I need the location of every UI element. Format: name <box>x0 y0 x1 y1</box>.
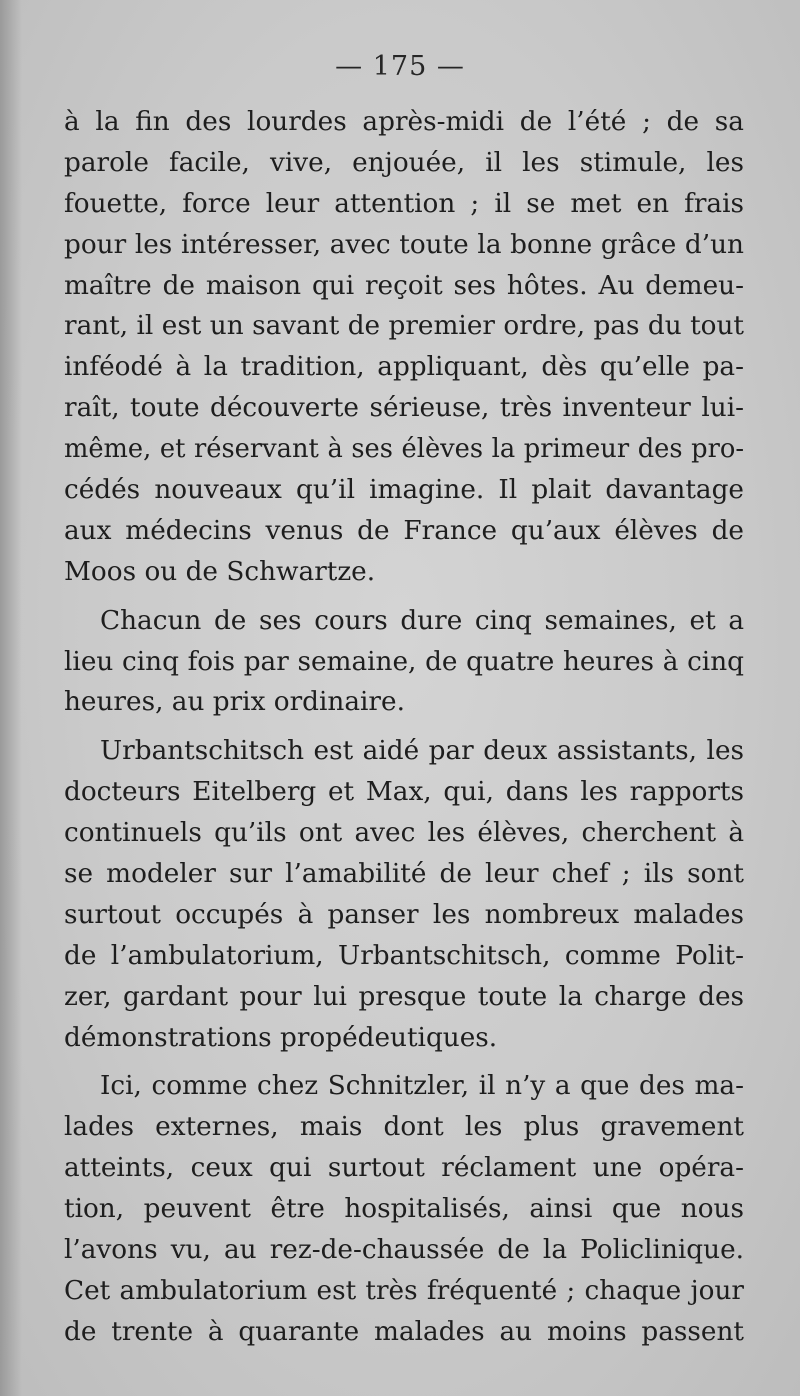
text-line: lieu cinq fois par semaine, de quatre heures à cinq <box>64 646 744 677</box>
text-line: démonstrations propédeutiques. <box>64 1022 498 1053</box>
paragraph-1 <box>64 102 744 593</box>
text-line: Moos ou de Schwartze. <box>64 556 376 587</box>
paragraph-gap <box>64 593 744 601</box>
text-line: surtout occupés à panser les nombreux malades <box>64 899 744 930</box>
page-number: — 175 — <box>335 51 465 82</box>
text-line: de trente à quarante malades au moins passent <box>64 1316 744 1347</box>
text-line: à la fin des lourdes après-midi de l’été ; de sa <box>64 107 744 137</box>
text-line: cédés nouveaux qu’il imagine. Il plait davantage <box>64 475 744 506</box>
paragraph-3 <box>64 731 744 1058</box>
text-line: heures, au prix ordinaire. <box>64 687 405 718</box>
text-line: atteints, ceux qui surtout réclament une opéra- <box>64 1153 744 1184</box>
paragraph-4 <box>64 1066 744 1352</box>
paragraph-gap <box>64 1058 744 1066</box>
text-line: Chacun de ses cours dure cinq semaines, et a <box>100 605 744 636</box>
text-line: tion, peuvent être hospitalisés, ainsi que nous <box>64 1194 744 1225</box>
text-line: docteurs Eitelberg et Max, qui, dans les rapports <box>64 777 744 808</box>
text-line: fouette, force leur attention ; il se met en frais <box>64 188 744 219</box>
text-line: continuels qu’ils ont avec les élèves, cherchent à <box>64 818 744 849</box>
text-line: maître de maison qui reçoit ses hôtes. Au demeu- <box>64 270 744 301</box>
text-line: l’avons vu, au rez-de-chaussée de la Policlinique. <box>64 1235 744 1266</box>
text-line: même, et réservant à ses élèves la primeur des pro- <box>64 434 744 465</box>
text-line: rant, il est un savant de premier ordre, pas du tout <box>64 311 744 342</box>
text-line: zer, gardant pour lui presque toute la charge des <box>64 981 744 1012</box>
paragraph-gap <box>64 723 744 731</box>
text-line: Urbantschitsch est aidé par deux assistants, les <box>100 736 744 767</box>
body-text <box>64 102 744 1353</box>
text-line: parole facile, vive, enjouée, il les stimule, les <box>64 147 744 178</box>
text-line: se modeler sur l’amabilité de leur chef ; ils sont <box>64 859 744 890</box>
text-line: Cet ambulatorium est très fréquenté ; chaque jour <box>64 1275 744 1306</box>
text-line: aux médecins venus de France qu’aux élèves de <box>64 515 744 546</box>
text-line: pour les intéresser, avec toute la bonne grâce d’un <box>64 229 744 260</box>
text-line: raît, toute découverte sérieuse, très inventeur lui- <box>64 393 744 424</box>
paragraph-2 <box>64 601 744 724</box>
text-line: inféodé à la tradition, appliquant, dès qu’elle pa- <box>64 352 744 383</box>
text-line: Ici, comme chez Schnitzler, il n’y a que des ma- <box>100 1071 744 1102</box>
page-gutter-shadow <box>0 0 22 1396</box>
text-line: lades externes, mais dont les plus gravement <box>64 1112 744 1143</box>
text-line: de l’ambulatorium, Urbantschitsch, comme Polit- <box>64 940 744 971</box>
